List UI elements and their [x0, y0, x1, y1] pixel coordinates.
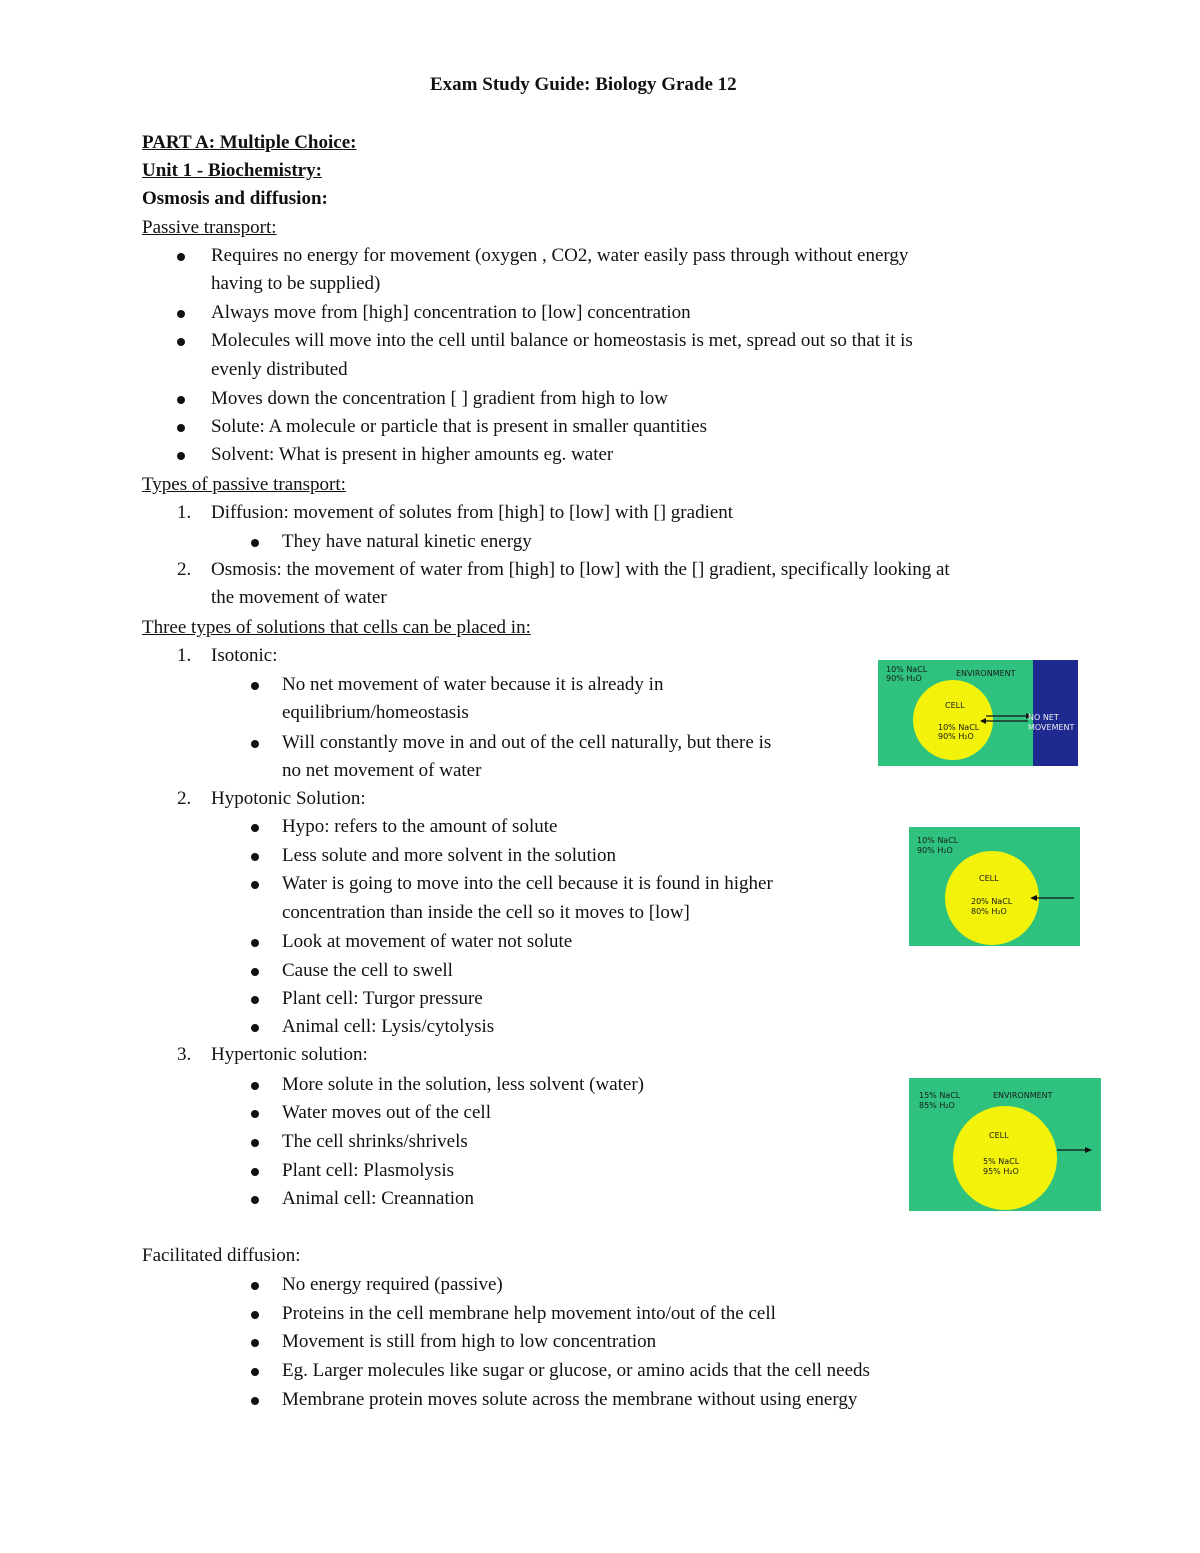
passive-transport-heading: Passive transport: [142, 217, 277, 238]
passive-item: Always move from [high] concentration to [low] concentration [211, 302, 691, 323]
bullet-dot [251, 1282, 259, 1290]
bullet-dot [251, 1024, 259, 1032]
bullet-dot [251, 1139, 259, 1147]
hypotonic-item: Plant cell: Turgor pressure [282, 988, 483, 1009]
bullet-dot [251, 853, 259, 861]
unit1-heading: Unit 1 - Biochemistry: [142, 160, 322, 181]
bullet-dot [251, 1082, 259, 1090]
hypertonic-item: Water moves out of the cell [282, 1102, 491, 1123]
hypotonic-item: Hypo: refers to the amount of solute [282, 816, 558, 837]
isotonic-item: No net movement of water because it is already in [282, 674, 664, 695]
facilitated-item: Membrane protein moves solute across the membrane without using energy [282, 1389, 858, 1410]
passive-item-cont: evenly distributed [211, 359, 348, 380]
facilitated-item: Proteins in the cell membrane help movement into/out of the cell [282, 1303, 776, 1324]
hypertonic-label: Hypertonic solution: [211, 1044, 368, 1065]
env-water-label: 85% H₂O [919, 1101, 955, 1110]
no-net-label: NO NET [1028, 713, 1059, 722]
passive-item: Requires no energy for movement (oxygen , CO2, water easily pass through without energy [211, 245, 909, 266]
osmosis-item: Osmosis: the movement of water from [high] to [low] with the [] gradient, specifically looking at [211, 559, 950, 580]
env-water-label: 90% H₂O [917, 846, 953, 855]
hypertonic-item: Plant cell: Plasmolysis [282, 1160, 455, 1181]
bullet-dot [251, 881, 259, 889]
environment-label: ENVIRONMENT [956, 669, 1016, 678]
hypotonic-diagram [909, 827, 1080, 946]
env-water-label: 90% H₂O [886, 674, 922, 683]
hypotonic-item: Animal cell: Lysis/cytolysis [282, 1016, 495, 1037]
passive-item: Solvent: What is present in higher amounts eg. water [211, 444, 614, 465]
list-number: 1. [177, 645, 192, 666]
isotonic-item-cont: equilibrium/homeostasis [282, 702, 469, 723]
bullet-dot [251, 824, 259, 832]
types-heading: Types of passive transport: [142, 474, 346, 495]
bullet-dot [251, 1311, 259, 1319]
facilitated-item: Eg. Larger molecules like sugar or glucose, or amino acids that the cell needs [282, 1360, 870, 1381]
hypertonic-item: Animal cell: Creannation [282, 1188, 475, 1209]
bullet-dot [251, 939, 259, 947]
part-a-heading: PART A: Multiple Choice: [142, 132, 357, 153]
hypotonic-item: Less solute and more solvent in the solution [282, 845, 617, 866]
bullet-dot [177, 253, 185, 261]
bullet-dot [177, 310, 185, 318]
list-number: 1. [177, 502, 192, 523]
list-number: 2. [177, 559, 192, 580]
cell-water-label: 90% H₂O [938, 732, 974, 741]
env-solute-label: 10% NaCL [917, 836, 959, 845]
hypotonic-item: Cause the cell to swell [282, 960, 453, 981]
bullet-dot [177, 424, 185, 432]
hypertonic-item: More solute in the solution, less solvent (water) [282, 1074, 644, 1095]
hypotonic-item: Look at movement of water not solute [282, 931, 573, 952]
bullet-dot [177, 396, 185, 404]
passive-item: Moves down the concentration [ ] gradient from high to low [211, 388, 668, 409]
bullet-dot [177, 452, 185, 460]
osmosis-heading: Osmosis and diffusion: [142, 188, 328, 209]
movement-label: MOVEMENT [1028, 723, 1075, 732]
hypertonic-diagram [909, 1078, 1101, 1211]
environment-label: ENVIRONMENT [993, 1091, 1053, 1100]
bullet-dot [251, 740, 259, 748]
bullet-dot [177, 338, 185, 346]
bullet-dot [251, 996, 259, 1004]
env-solute-label: 10% NaCL [886, 665, 928, 674]
list-number: 3. [177, 1044, 192, 1065]
isotonic-label: Isotonic: [211, 645, 278, 666]
bullet-dot [251, 1397, 259, 1405]
bullet-dot [251, 968, 259, 976]
bullet-dot [251, 1368, 259, 1376]
bullet-dot [251, 1110, 259, 1118]
passive-item-cont: having to be supplied) [211, 273, 381, 294]
passive-item: Molecules will move into the cell until balance or homeostasis is met, spread out so that it is [211, 330, 913, 351]
cell-label: CELL [979, 874, 999, 883]
isotonic-diagram [878, 660, 1078, 766]
cell-solute-label: 10% NaCL [938, 723, 980, 732]
cell-label: CELL [989, 1131, 1009, 1140]
diffusion-item: Diffusion: movement of solutes from [high] to [low] with [] gradient [211, 502, 734, 523]
facilitated-item: Movement is still from high to low concentration [282, 1331, 657, 1352]
solutions-heading: Three types of solutions that cells can be placed in: [142, 617, 531, 638]
cell-water-label: 95% H₂O [983, 1167, 1019, 1176]
env-solute-label: 15% NaCL [919, 1091, 961, 1100]
isotonic-item-cont: no net movement of water [282, 760, 482, 781]
hypotonic-item: Water is going to move into the cell because it is found in higher [282, 873, 773, 894]
facilitated-heading: Facilitated diffusion: [142, 1245, 301, 1266]
bullet-dot [251, 1196, 259, 1204]
list-number: 2. [177, 788, 192, 809]
hypotonic-label: Hypotonic Solution: [211, 788, 366, 809]
isotonic-item: Will constantly move in and out of the cell naturally, but there is [282, 732, 772, 753]
facilitated-item: No energy required (passive) [282, 1274, 503, 1295]
bullet-dot [251, 1339, 259, 1347]
page-title: Exam Study Guide: Biology Grade 12 [430, 74, 737, 95]
diffusion-sub-item: They have natural kinetic energy [282, 531, 532, 552]
bullet-dot [251, 682, 259, 690]
cell-water-label: 80% H₂O [971, 907, 1007, 916]
passive-item: Solute: A molecule or particle that is present in smaller quantities [211, 416, 707, 437]
cell-label: CELL [945, 701, 965, 710]
cell-solute-label: 20% NaCL [971, 897, 1013, 906]
bullet-dot [251, 1168, 259, 1176]
hypotonic-item-cont: concentration than inside the cell so it moves to [low] [282, 902, 690, 923]
cell-circle [913, 680, 993, 760]
bullet-dot [251, 539, 259, 547]
osmosis-item-cont: the movement of water [211, 587, 387, 608]
cell-solute-label: 5% NaCL [983, 1157, 1020, 1166]
hypertonic-item: The cell shrinks/shrivels [282, 1131, 468, 1152]
